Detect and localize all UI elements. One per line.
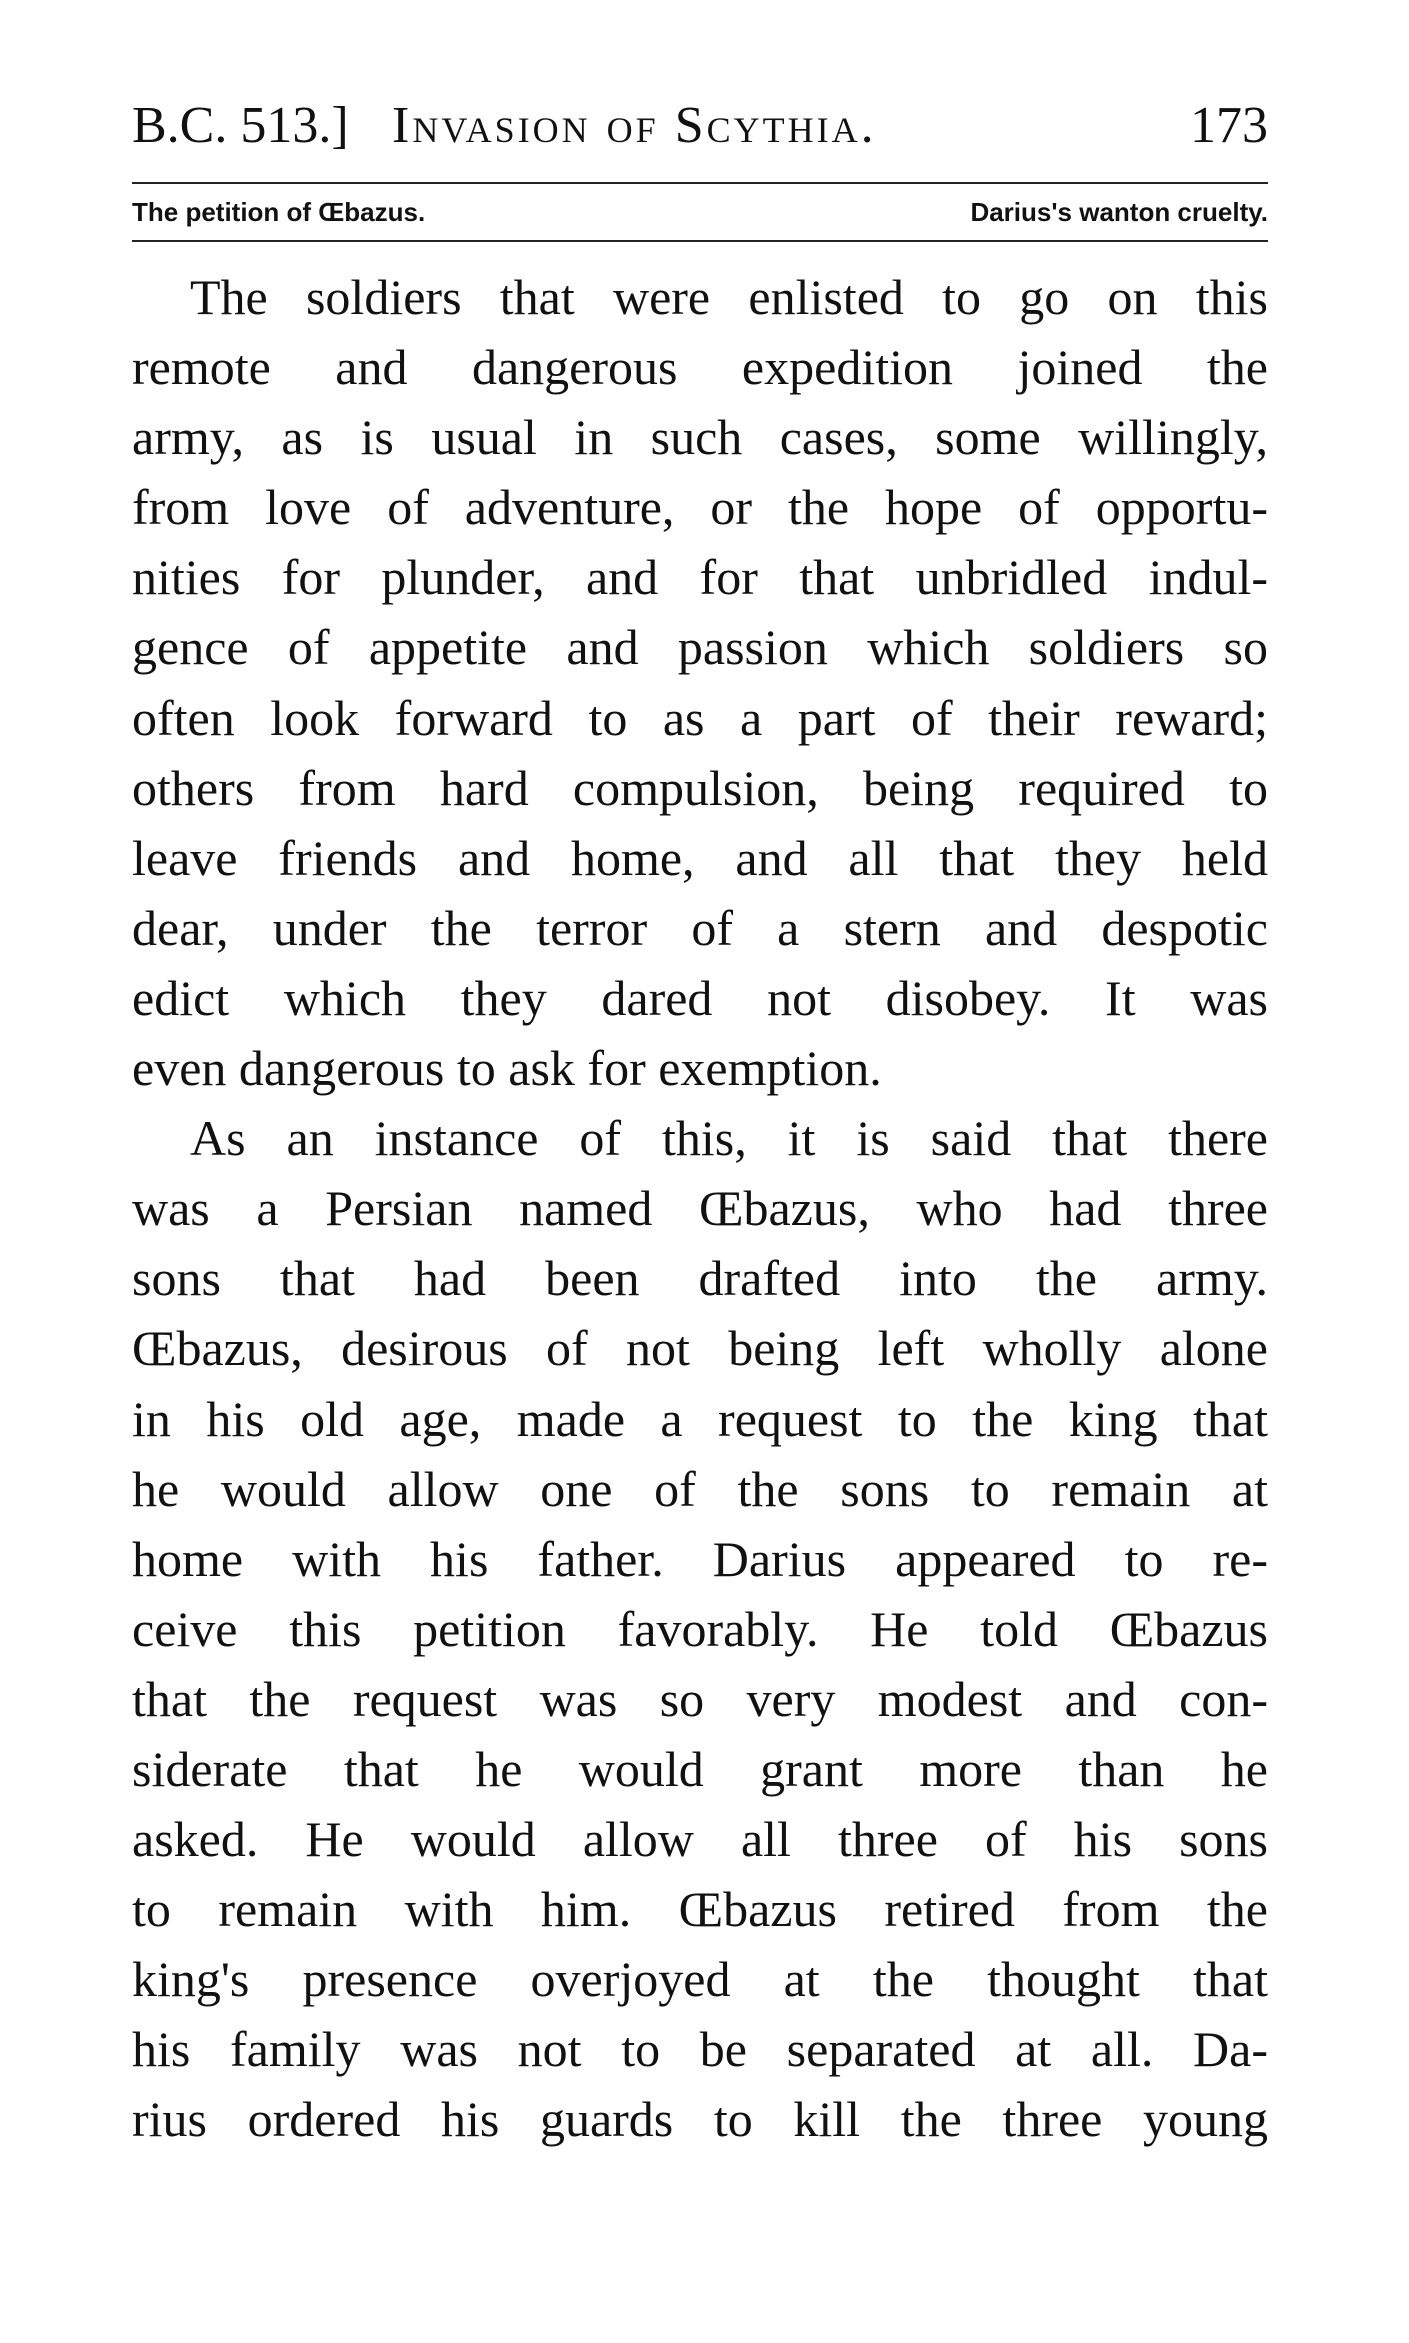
text-line: from love of adventure, or the hope of opportu-	[132, 479, 1268, 536]
text-line: gence of appetite and passion which soldiers so	[132, 619, 1268, 676]
text-line: others from hard compulsion, being required to	[132, 759, 1268, 816]
sidenote-left: The petition of Œbazus.	[132, 197, 426, 227]
text-line: siderate that he would grant more than he	[132, 1740, 1268, 1797]
page-number: 173	[1190, 97, 1268, 154]
header-rule-bottom	[132, 240, 1268, 242]
text-line: remote and dangerous expedition joined the	[132, 339, 1268, 396]
text-line: sons that had been drafted into the army.	[132, 1250, 1268, 1307]
text-line: The soldiers that were enlisted to go on this	[190, 269, 1268, 325]
text-line: As an instance of this, it is said that there	[190, 1110, 1268, 1167]
sidenote-right: Darius's wanton cruelty.	[970, 197, 1268, 227]
text-line: often look forward to as a part of their reward;	[132, 689, 1268, 746]
text-line: even dangerous to ask for exemption.	[132, 1040, 882, 1097]
body-text	[132, 262, 1268, 2155]
text-line: asked. He would allow all three of his sons	[132, 1811, 1268, 1868]
text-line: ceive this petition favorably. He told Œbazus	[132, 1600, 1268, 1657]
text-line: dear, under the terror of a stern and despotic	[132, 899, 1268, 956]
text-line: home with his father. Darius appeared to re-	[132, 1530, 1268, 1587]
text-line: army, as is usual in such cases, some willingly,	[132, 409, 1268, 466]
header-title: Invasion of Scythia.	[392, 97, 877, 154]
text-line: rius ordered his guards to kill the three young	[132, 2091, 1268, 2148]
text-line: king's presence overjoyed at the thought that	[132, 1951, 1268, 2008]
text-line: his family was not to be separated at all. Da-	[132, 2021, 1268, 2078]
text-line: nities for plunder, and for that unbridled indul-	[132, 549, 1268, 606]
text-line: he would allow one of the sons to remain at	[132, 1460, 1268, 1517]
text-line: was a Persian named Œbazus, who had three	[132, 1180, 1268, 1237]
text-line: edict which they dared not disobey. It was	[132, 969, 1268, 1026]
text-line: Œbazus, desirous of not being left wholly alone	[132, 1320, 1268, 1377]
running-head	[132, 80, 1268, 160]
text-line: in his old age, made a request to the king that	[132, 1390, 1268, 1447]
text-line: leave friends and home, and all that they held	[132, 829, 1268, 886]
header-rule-top	[132, 182, 1268, 184]
sidenote-row	[132, 194, 1268, 230]
text-line: to remain with him. Œbazus retired from the	[132, 1881, 1268, 1938]
header-date: B.C. 513.]	[132, 97, 349, 154]
text-line: that the request was so very modest and con-	[132, 1670, 1268, 1727]
